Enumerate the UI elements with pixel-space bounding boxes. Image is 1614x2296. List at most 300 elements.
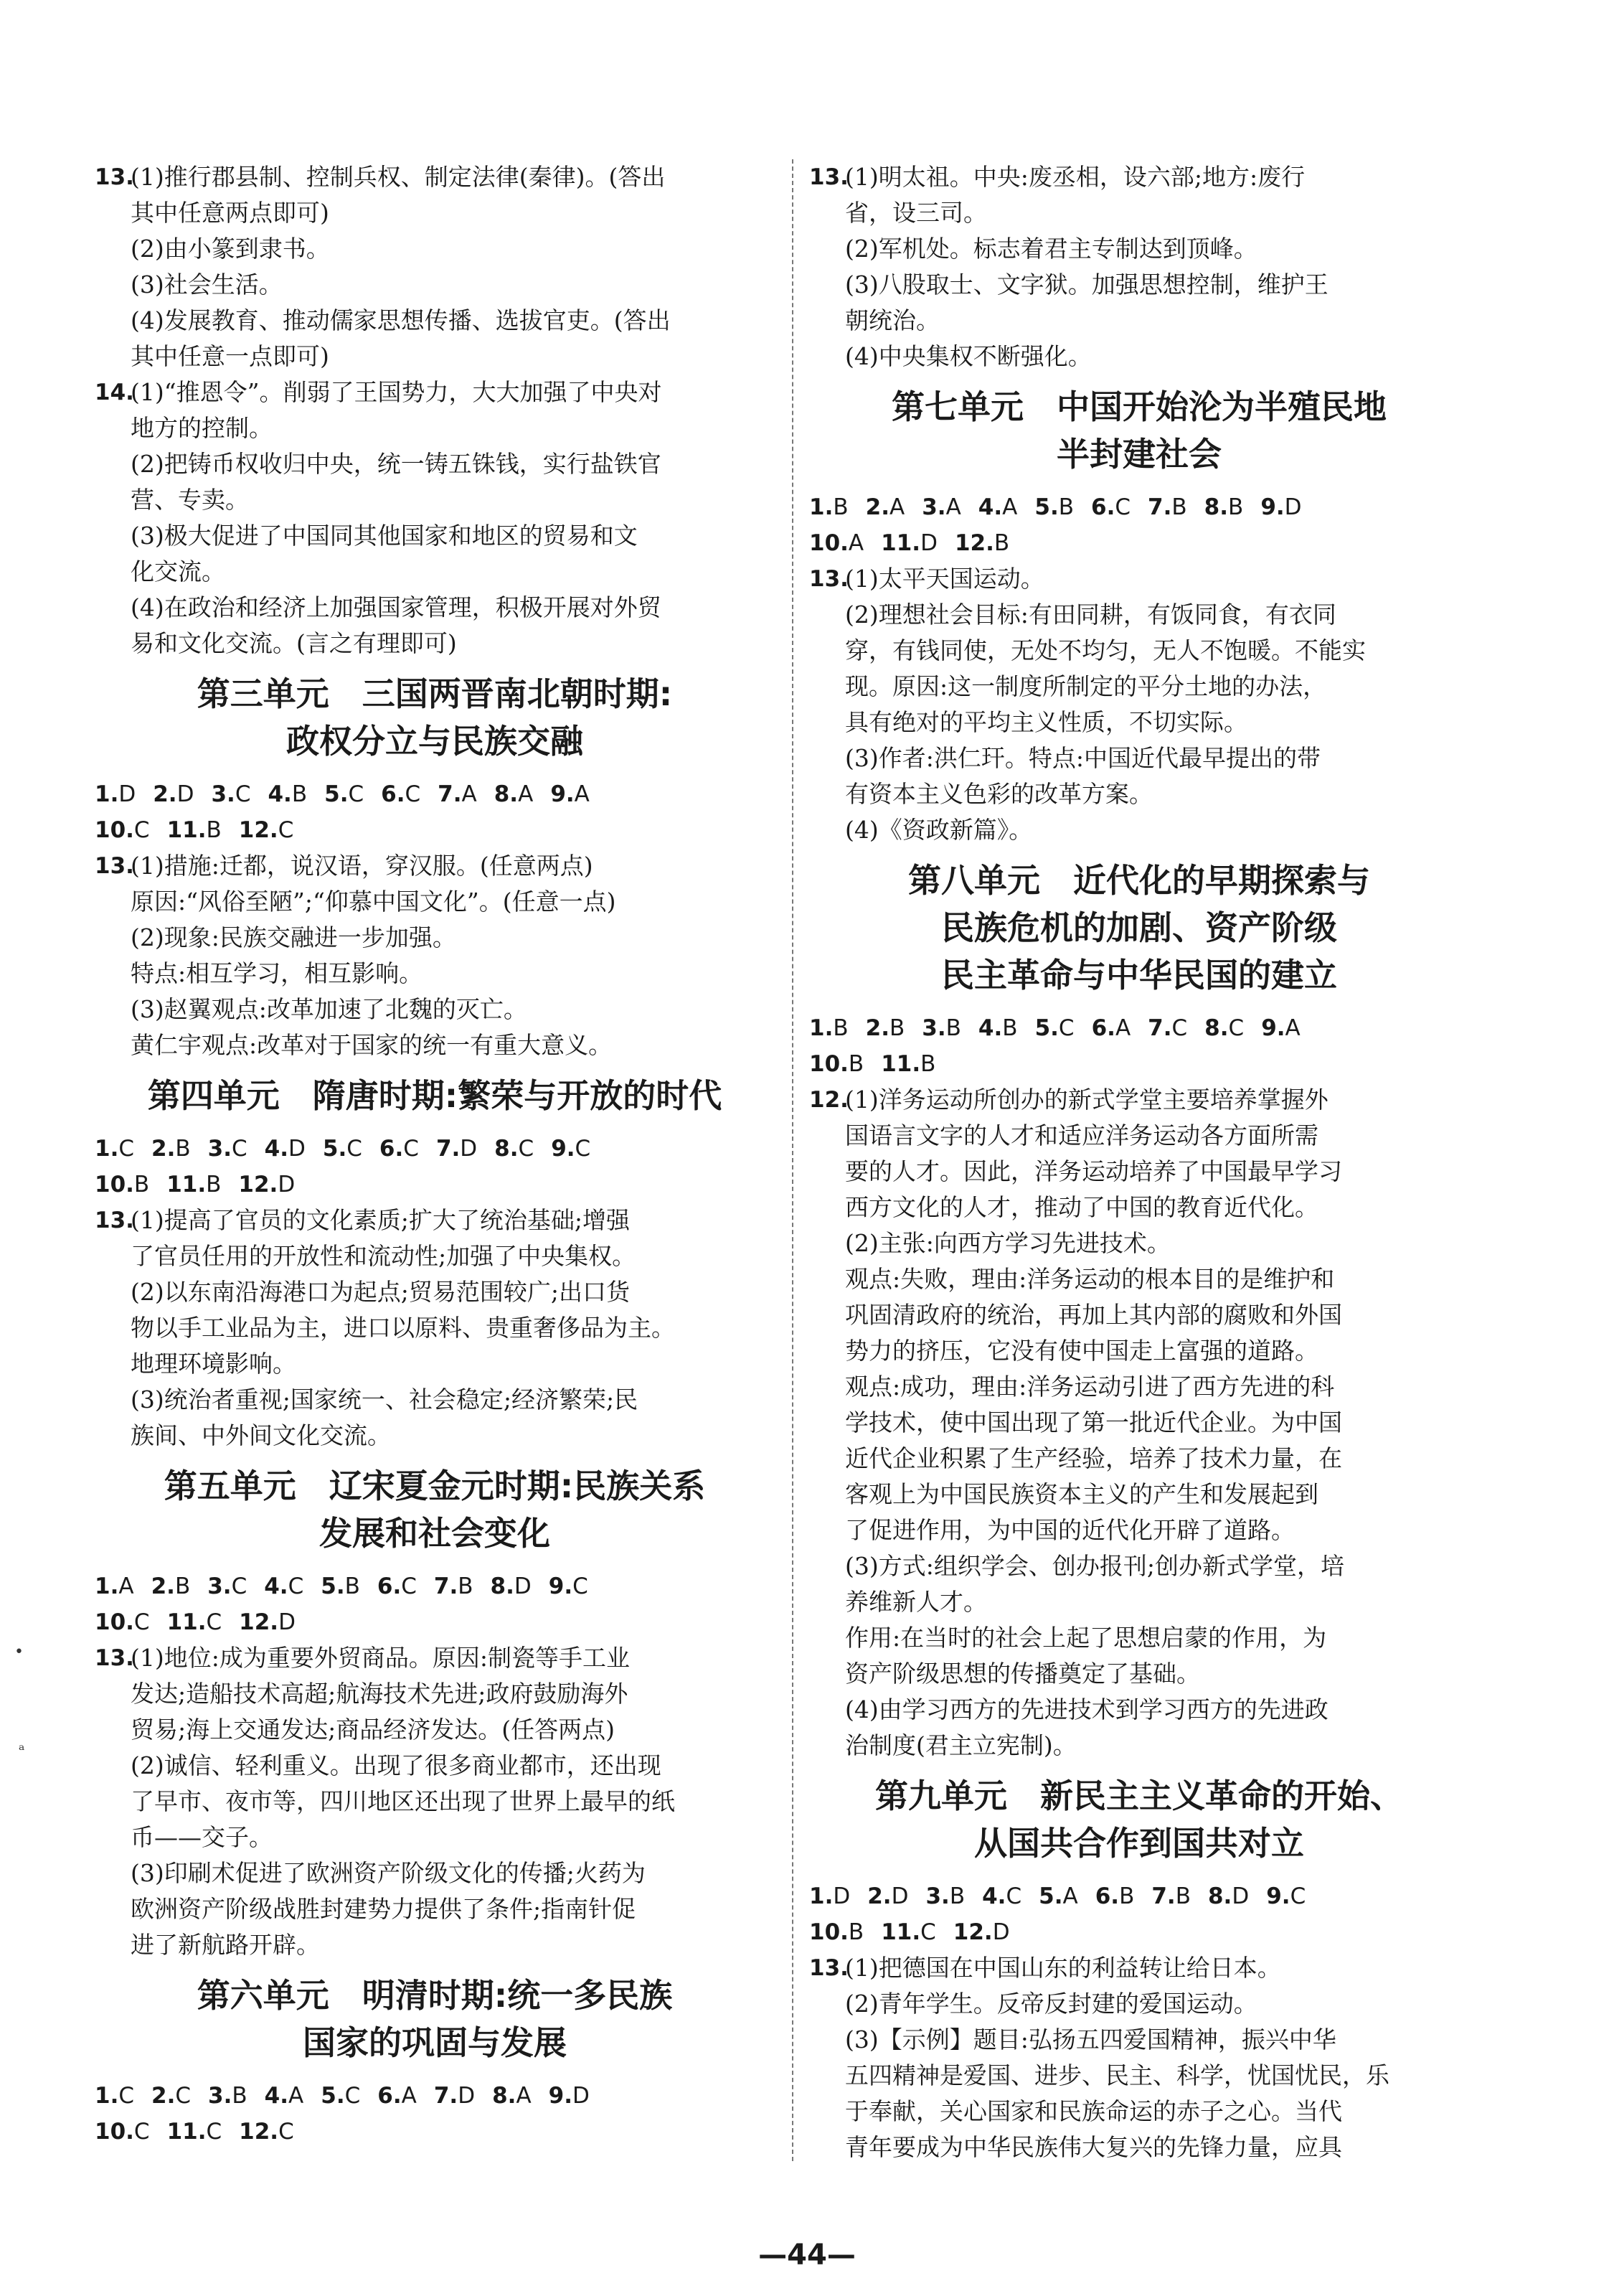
choice-answers bbox=[809, 1878, 1469, 1950]
choice-answer bbox=[207, 1568, 247, 1604]
choice-number: 1. bbox=[95, 2083, 119, 2109]
choice-number: 12. bbox=[239, 2119, 279, 2145]
choice-letter: A bbox=[1062, 1883, 1078, 1909]
choice-answer bbox=[922, 489, 961, 525]
answer-line: 治制度(君主立宪制)。 bbox=[845, 1731, 1077, 1759]
choice-letter: A bbox=[848, 530, 864, 556]
choice-answer bbox=[881, 525, 938, 561]
choice-letter: C bbox=[572, 1573, 588, 1599]
unit-title-line: 第九单元 新民主主义革命的开始、 bbox=[875, 1777, 1403, 1815]
choice-answer bbox=[978, 1010, 1018, 1046]
choice-number: 4. bbox=[264, 1136, 289, 1162]
answer-line: 有资本主义色彩的改革方案。 bbox=[845, 780, 1153, 808]
choice-letter: C bbox=[403, 1136, 419, 1162]
choice-number: 3. bbox=[207, 1136, 232, 1162]
answer-line: 物以手工业品为主，进口以原料、贵重奢侈品为主。 bbox=[131, 1314, 675, 1342]
choice-answer bbox=[208, 1131, 247, 1167]
question-number: 13. bbox=[95, 1208, 134, 1233]
choice-letter: B bbox=[833, 1015, 849, 1041]
answer-line: 地方的控制。 bbox=[131, 414, 273, 442]
choice-letter: B bbox=[1171, 494, 1187, 520]
choice-number: 2. bbox=[151, 2083, 176, 2109]
choice-number: 10. bbox=[809, 530, 849, 556]
choice-number: 12. bbox=[954, 530, 994, 556]
answer-line: 发达;造船技术高超;航海技术先进;政府鼓励海外 bbox=[131, 1680, 628, 1708]
choice-number: 1. bbox=[95, 1136, 119, 1162]
choice-number: 7. bbox=[1148, 1015, 1172, 1041]
choice-answer bbox=[95, 1167, 149, 1203]
choice-letter: A bbox=[1002, 494, 1018, 520]
answer-line: (1)措施:迁都，说汉语，穿汉服。(任意两点) bbox=[131, 852, 593, 880]
answer-line: 了促进作用，为中国的近代化开辟了道路。 bbox=[845, 1516, 1295, 1544]
choice-answer bbox=[955, 525, 1009, 561]
choice-number: 11. bbox=[881, 1051, 921, 1077]
choice-letter: B bbox=[174, 1573, 191, 1599]
choice-letter: C bbox=[1115, 494, 1131, 520]
answer-line: 青年要成为中华民族伟大复兴的先锋力量，应具 bbox=[845, 2133, 1342, 2161]
choice-letter: D bbox=[176, 781, 194, 807]
choice-letter: D bbox=[920, 530, 938, 556]
choice-letter: C bbox=[175, 2083, 192, 2109]
choice-letter: C bbox=[1058, 1015, 1075, 1041]
choice-letter: C bbox=[278, 817, 294, 843]
left-column bbox=[95, 159, 775, 2150]
choice-number: 2. bbox=[151, 1573, 175, 1599]
choice-number: 4. bbox=[268, 781, 292, 807]
choice-answers bbox=[809, 1010, 1469, 1082]
choice-answers bbox=[95, 1568, 775, 1640]
choice-answer bbox=[239, 2114, 294, 2150]
choice-answer bbox=[494, 1131, 534, 1167]
answer-line: 其中任意两点即可) bbox=[131, 199, 329, 227]
answer-line: (3)八股取士、文字狱。加强思想控制，维护王 bbox=[845, 270, 1329, 298]
choice-answer bbox=[809, 1878, 850, 1914]
choice-number: 7. bbox=[435, 1136, 461, 1162]
choice-number: 6. bbox=[1091, 494, 1115, 520]
choice-letter: D bbox=[288, 1136, 306, 1162]
choice-letter: B bbox=[920, 1051, 936, 1077]
choice-letter: D bbox=[460, 1136, 478, 1162]
choice-number: 8. bbox=[494, 1136, 519, 1162]
unit-title-line: 民主革命与中华民国的建立 bbox=[941, 956, 1337, 994]
question-block bbox=[809, 1082, 1469, 1764]
choice-letter: B bbox=[848, 1051, 864, 1077]
question-number: 13. bbox=[95, 164, 134, 190]
answer-row bbox=[809, 1046, 1469, 1082]
choice-letter: D bbox=[992, 1919, 1010, 1945]
choice-answer bbox=[1039, 1878, 1078, 1914]
choice-answer bbox=[982, 1878, 1021, 1914]
answer-row bbox=[95, 2114, 775, 2150]
choice-number: 3. bbox=[922, 1015, 946, 1041]
choice-number: 10. bbox=[95, 1172, 134, 1198]
choice-answer bbox=[264, 1568, 303, 1604]
question-block bbox=[95, 848, 775, 1063]
choice-number: 11. bbox=[166, 817, 207, 843]
choice-letter: D bbox=[833, 1883, 851, 1909]
choice-answer bbox=[809, 1914, 864, 1950]
choice-answer bbox=[434, 1568, 473, 1604]
choice-answer bbox=[881, 1046, 935, 1082]
choice-number: 12. bbox=[238, 1172, 278, 1198]
answer-line: (1)把德国在中国山东的利益转让给日本。 bbox=[845, 1954, 1281, 1982]
choice-answer bbox=[881, 1914, 936, 1950]
choice-answer bbox=[866, 489, 905, 525]
choice-answer bbox=[809, 1046, 864, 1082]
choice-answer bbox=[1034, 489, 1074, 525]
choice-answer bbox=[324, 776, 364, 812]
unit-title bbox=[809, 1772, 1469, 1867]
answer-row bbox=[809, 489, 1469, 525]
choice-number: 8. bbox=[1207, 1883, 1232, 1909]
choice-answer bbox=[549, 1568, 588, 1604]
choice-letter: D bbox=[514, 1573, 532, 1599]
choice-letter: A bbox=[1115, 1015, 1131, 1041]
choice-number: 1. bbox=[809, 1883, 834, 1909]
answer-line: 了官员任用的开放性和流动性;加强了中央集权。 bbox=[131, 1242, 636, 1270]
answer-line: 原因:“风俗至陋”;“仰慕中国文化”。(任意一点) bbox=[131, 888, 616, 916]
choice-answer bbox=[867, 1878, 908, 1914]
choice-letter: D bbox=[891, 1883, 909, 1909]
answer-line: 客观上为中国民族资本主义的产生和发展起到 bbox=[845, 1480, 1318, 1508]
choice-letter: B bbox=[945, 1015, 961, 1041]
unit-title-line: 第八单元 近代化的早期探索与 bbox=[908, 861, 1370, 900]
unit-title bbox=[95, 1072, 775, 1119]
choice-letter: A bbox=[889, 494, 905, 520]
question-block bbox=[95, 159, 775, 375]
choice-letter: B bbox=[291, 781, 308, 807]
choice-number: 4. bbox=[264, 2083, 289, 2109]
right-column bbox=[809, 159, 1469, 2165]
answer-row bbox=[95, 1568, 775, 1604]
choice-number: 10. bbox=[95, 817, 134, 843]
choice-answer bbox=[809, 1010, 849, 1046]
choice-number: 3. bbox=[207, 1573, 232, 1599]
choice-answer bbox=[494, 776, 534, 812]
choice-number: 7. bbox=[433, 2083, 458, 2109]
choice-answer bbox=[268, 776, 307, 812]
question-block bbox=[809, 1950, 1469, 2165]
answer-line: (3)作者:洪仁玕。特点:中国近代最早提出的带 bbox=[845, 744, 1321, 772]
answer-row bbox=[809, 1010, 1469, 1046]
choice-number: 11. bbox=[881, 530, 921, 556]
answer-line: (2)诚信、轻利重义。出现了很多商业都市，还出现 bbox=[131, 1751, 661, 1779]
choice-answer bbox=[323, 1131, 362, 1167]
choice-letter: C bbox=[118, 1136, 135, 1162]
choice-answer bbox=[922, 1010, 961, 1046]
unit-title-line: 半封建社会 bbox=[1057, 435, 1222, 474]
question-number: 14. bbox=[95, 380, 134, 405]
answer-line: 具有绝对的平均主义性质，不切实际。 bbox=[845, 708, 1247, 736]
choice-answer bbox=[95, 1604, 150, 1640]
answer-row bbox=[809, 1914, 1469, 1950]
choice-number: 11. bbox=[166, 1172, 207, 1198]
choice-number: 1. bbox=[809, 494, 834, 520]
choice-letter: C bbox=[401, 1573, 417, 1599]
answer-line: 巩固清政府的统治，再加上其内部的腐败和外国 bbox=[845, 1301, 1342, 1329]
choice-number: 1. bbox=[95, 1573, 119, 1599]
choice-letter: C bbox=[575, 1136, 591, 1162]
choice-number: 5. bbox=[322, 1136, 347, 1162]
choice-number: 5. bbox=[321, 1573, 345, 1599]
column-divider bbox=[792, 159, 793, 2161]
answer-line: 进了新航路开辟。 bbox=[131, 1931, 320, 1959]
choice-letter: C bbox=[1290, 1883, 1306, 1909]
choice-number: 6. bbox=[379, 1136, 404, 1162]
choice-answer bbox=[151, 2078, 191, 2114]
answer-row bbox=[95, 2078, 775, 2114]
choice-number: 8. bbox=[494, 781, 519, 807]
choice-number: 3. bbox=[922, 494, 946, 520]
choice-answer bbox=[809, 525, 864, 561]
choice-answer bbox=[239, 812, 294, 848]
unit-title-line: 第七单元 中国开始沦为半殖民地 bbox=[892, 387, 1387, 426]
choice-number: 9. bbox=[1260, 494, 1285, 520]
choice-answer bbox=[551, 1131, 590, 1167]
choice-answer bbox=[166, 1167, 221, 1203]
choice-answer bbox=[1095, 1878, 1135, 1914]
choice-number: 9. bbox=[1261, 1015, 1285, 1041]
answer-line: 于奉献，关心国家和民族命运的赤子之心。当代 bbox=[845, 2097, 1342, 2125]
choice-answer bbox=[211, 776, 250, 812]
answer-line: 观点:成功，理由:洋务运动引进了西方先进的科 bbox=[845, 1373, 1335, 1401]
choice-number: 7. bbox=[1148, 494, 1172, 520]
choice-letter: C bbox=[348, 781, 364, 807]
choice-letter: C bbox=[206, 1609, 222, 1635]
choice-number: 7. bbox=[1151, 1883, 1176, 1909]
answer-line: (4)《资政新篇》。 bbox=[845, 816, 1033, 844]
question-number: 13. bbox=[95, 853, 134, 879]
question-number: 13. bbox=[95, 1645, 134, 1671]
choice-letter: D bbox=[278, 1609, 296, 1635]
answer-line: 作用:在当时的社会上起了思想启蒙的作用，为 bbox=[845, 1624, 1327, 1652]
choice-answers bbox=[95, 1131, 775, 1203]
choice-number: 8. bbox=[490, 1573, 514, 1599]
answer-line: 省，设三司。 bbox=[845, 199, 987, 227]
choice-number: 12. bbox=[238, 817, 278, 843]
answer-line: (3)赵翼观点:改革加速了北魏的灭亡。 bbox=[131, 995, 527, 1023]
choice-number: 9. bbox=[551, 1136, 575, 1162]
choice-number: 11. bbox=[166, 2119, 207, 2145]
answer-line: (2)军机处。标志着君主专制达到顶峰。 bbox=[845, 235, 1257, 263]
choice-answer bbox=[925, 1878, 965, 1914]
choice-answer bbox=[1260, 489, 1301, 525]
choice-answer bbox=[1151, 1878, 1191, 1914]
choice-letter: B bbox=[1119, 1883, 1135, 1909]
choice-number: 4. bbox=[978, 494, 1003, 520]
question-number: 13. bbox=[809, 164, 849, 190]
answer-line: 朝统治。 bbox=[845, 306, 940, 334]
answer-line: 营、专卖。 bbox=[131, 486, 249, 514]
unit-title-line: 政权分立与民族交融 bbox=[286, 722, 583, 761]
scan-mark: • bbox=[14, 1643, 24, 1661]
page-number: —44— bbox=[758, 2239, 856, 2272]
unit-title-line: 第四单元 隋唐时期:繁荣与开放的时代 bbox=[147, 1076, 722, 1115]
choice-answer bbox=[550, 776, 590, 812]
choice-answer bbox=[866, 1010, 905, 1046]
choice-letter: C bbox=[232, 1136, 247, 1162]
answer-line: (2)由小篆到隶书。 bbox=[131, 235, 330, 263]
choice-letter: B bbox=[949, 1883, 966, 1909]
choice-answer bbox=[492, 2078, 532, 2114]
choice-letter: C bbox=[344, 2083, 361, 2109]
question-block bbox=[95, 375, 775, 662]
choice-answer bbox=[95, 2114, 150, 2150]
choice-letter: A bbox=[945, 494, 961, 520]
choice-answer bbox=[239, 1604, 296, 1640]
choice-letter: B bbox=[175, 1136, 191, 1162]
choice-number: 5. bbox=[1039, 1883, 1063, 1909]
answer-line: (3)方式:组织学会、创办报刊;创办新式学堂，培 bbox=[845, 1552, 1344, 1580]
answer-line: 币——交子。 bbox=[131, 1823, 273, 1851]
answer-line: 要的人才。因此，洋务运动培养了中国最早学习 bbox=[845, 1157, 1342, 1185]
answer-line: (1)太平天国运动。 bbox=[845, 565, 1044, 593]
choice-letter: B bbox=[994, 530, 1010, 556]
answer-line: 观点:失败，理由:洋务运动的根本目的是维护和 bbox=[845, 1265, 1335, 1293]
answer-line: 学技术，使中国出现了第一批近代企业。为中国 bbox=[845, 1408, 1342, 1436]
answer-row bbox=[95, 1131, 775, 1167]
choice-answer bbox=[549, 2078, 590, 2114]
question-block bbox=[95, 1640, 775, 1963]
choice-answer bbox=[377, 1568, 417, 1604]
answer-row bbox=[809, 1878, 1469, 1914]
choice-letter: C bbox=[346, 1136, 362, 1162]
choice-number: 11. bbox=[166, 1609, 207, 1635]
choice-letter: B bbox=[206, 817, 222, 843]
choice-letter: A bbox=[461, 781, 477, 807]
choice-answer bbox=[1208, 1878, 1249, 1914]
choice-letter: B bbox=[458, 1573, 473, 1599]
answer-line: (3)【示例】题目:弘扬五四爱国精神，振兴中华 bbox=[845, 2026, 1336, 2053]
choice-answer bbox=[809, 489, 849, 525]
choice-letter: C bbox=[133, 1609, 150, 1635]
choice-answer bbox=[265, 2078, 304, 2114]
answer-line: (3)社会生活。 bbox=[131, 270, 283, 298]
choice-answer bbox=[151, 1568, 191, 1604]
choice-number: 4. bbox=[264, 1573, 288, 1599]
choice-letter: C bbox=[133, 2119, 150, 2145]
choice-number: 5. bbox=[1034, 494, 1059, 520]
choice-letter: A bbox=[288, 2083, 304, 2109]
choice-letter: B bbox=[1175, 1883, 1191, 1909]
choice-number: 4. bbox=[978, 1015, 1003, 1041]
choice-number: 2. bbox=[153, 781, 177, 807]
choice-number: 8. bbox=[1204, 1015, 1229, 1041]
choice-answer bbox=[379, 1131, 419, 1167]
unit-title-line: 第六单元 明清时期:统一多民族 bbox=[197, 1976, 673, 2015]
unit-title-line: 第三单元 三国两晋南北朝时期: bbox=[197, 674, 673, 713]
choice-answer bbox=[167, 812, 222, 848]
choice-letter: B bbox=[206, 1172, 222, 1198]
answer-line: (2)主张:向西方学习先进技术。 bbox=[845, 1229, 1171, 1257]
choice-number: 9. bbox=[548, 1573, 573, 1599]
choice-answer bbox=[238, 1167, 295, 1203]
answer-line: 五四精神是爱国、进步、民主、科学，忧国忧民，乐 bbox=[845, 2061, 1389, 2089]
choice-letter: D bbox=[118, 781, 136, 807]
choice-number: 4. bbox=[982, 1883, 1006, 1909]
choice-letter: D bbox=[278, 1172, 296, 1198]
answer-line: 穿，有钱同使，无处不均匀，无人不饱暖。不能实 bbox=[845, 636, 1366, 664]
choice-number: 6. bbox=[381, 781, 405, 807]
answer-line: 现。原因:这一制度所制定的平分土地的办法， bbox=[845, 672, 1327, 700]
answer-line: (1)提高了官员的文化素质;扩大了统治基础;增强 bbox=[131, 1206, 630, 1234]
choice-answer bbox=[95, 1131, 134, 1167]
choice-answer bbox=[95, 776, 136, 812]
answer-row bbox=[95, 776, 775, 812]
choice-letter: C bbox=[133, 817, 150, 843]
unit-title bbox=[95, 1462, 775, 1557]
choice-letter: D bbox=[458, 2083, 476, 2109]
choice-answer bbox=[321, 2078, 360, 2114]
choice-letter: C bbox=[278, 2119, 294, 2145]
answer-line: 黄仁宇观点:改革对于国家的统一有重大意义。 bbox=[131, 1031, 613, 1059]
answer-line: 其中任意一点即可) bbox=[131, 342, 329, 370]
choice-letter: A bbox=[518, 781, 534, 807]
answer-line: (2)以东南沿海港口为起点;贸易范围较广;出口货 bbox=[131, 1278, 630, 1306]
choice-number: 10. bbox=[809, 1919, 849, 1945]
answer-line: (2)理想社会目标:有田同耕，有饭同食，有衣同 bbox=[845, 601, 1336, 629]
choice-letter: C bbox=[518, 1136, 534, 1162]
choice-answer bbox=[208, 2078, 247, 2114]
choice-number: 5. bbox=[324, 781, 349, 807]
answer-line: (1)推行郡县制、控制兵权、制定法律(秦律)。(答出 bbox=[131, 163, 666, 191]
choice-letter: C bbox=[1228, 1015, 1245, 1041]
choice-letter: D bbox=[572, 2083, 590, 2109]
answer-line: 特点:相互学习，相互影响。 bbox=[131, 959, 423, 987]
choice-letter: A bbox=[1285, 1015, 1301, 1041]
answer-line: (4)中央集权不断强化。 bbox=[845, 342, 1092, 370]
choice-number: 1. bbox=[809, 1015, 834, 1041]
answer-line: (1)洋务运动所创办的新式学堂主要培养掌握外 bbox=[845, 1086, 1329, 1114]
choice-letter: A bbox=[118, 1573, 134, 1599]
choice-letter: C bbox=[1006, 1883, 1022, 1909]
choice-answer bbox=[491, 1568, 532, 1604]
answer-line: (4)发展教育、推动儒家思想传播、选拔官吏。(答出 bbox=[131, 306, 671, 334]
choice-answer bbox=[151, 1131, 191, 1167]
choice-answer bbox=[436, 1131, 477, 1167]
choice-answer bbox=[265, 1131, 306, 1167]
answer-line: 近代企业积累了生产经验，培养了技术力量，在 bbox=[845, 1444, 1342, 1472]
choice-letter: D bbox=[1232, 1883, 1250, 1909]
answer-line: 势力的挤压，它没有使中国走上富强的道路。 bbox=[845, 1337, 1318, 1365]
choice-number: 5. bbox=[1034, 1015, 1059, 1041]
choice-answer bbox=[1204, 1010, 1244, 1046]
answer-line: 地理环境影响。 bbox=[131, 1350, 296, 1378]
choice-answer bbox=[1148, 1010, 1187, 1046]
answer-line: 贸易;海上交通发达;商品经济发达。(任答两点) bbox=[131, 1716, 615, 1744]
question-block bbox=[809, 159, 1469, 375]
choice-number: 3. bbox=[211, 781, 235, 807]
choice-number: 6. bbox=[377, 2083, 402, 2109]
scan-mark: ₐ bbox=[19, 1736, 25, 1754]
choice-letter: C bbox=[1171, 1015, 1188, 1041]
choice-letter: B bbox=[232, 2083, 247, 2109]
choice-letter: B bbox=[1228, 494, 1244, 520]
choice-letter: B bbox=[833, 494, 849, 520]
choice-answers bbox=[95, 2078, 775, 2150]
choice-answer bbox=[1035, 1010, 1075, 1046]
answer-line: (2)现象:民族交融进一步加强。 bbox=[131, 923, 456, 951]
answer-line: 化交流。 bbox=[131, 557, 225, 585]
choice-letter: C bbox=[235, 781, 251, 807]
choice-letter: A bbox=[574, 781, 590, 807]
answer-row bbox=[95, 1604, 775, 1640]
choice-letter: C bbox=[118, 2083, 135, 2109]
choice-number: 6. bbox=[377, 1573, 402, 1599]
choice-number: 6. bbox=[1091, 1015, 1115, 1041]
choice-number: 9. bbox=[548, 2083, 573, 2109]
choice-answer bbox=[167, 2114, 222, 2150]
